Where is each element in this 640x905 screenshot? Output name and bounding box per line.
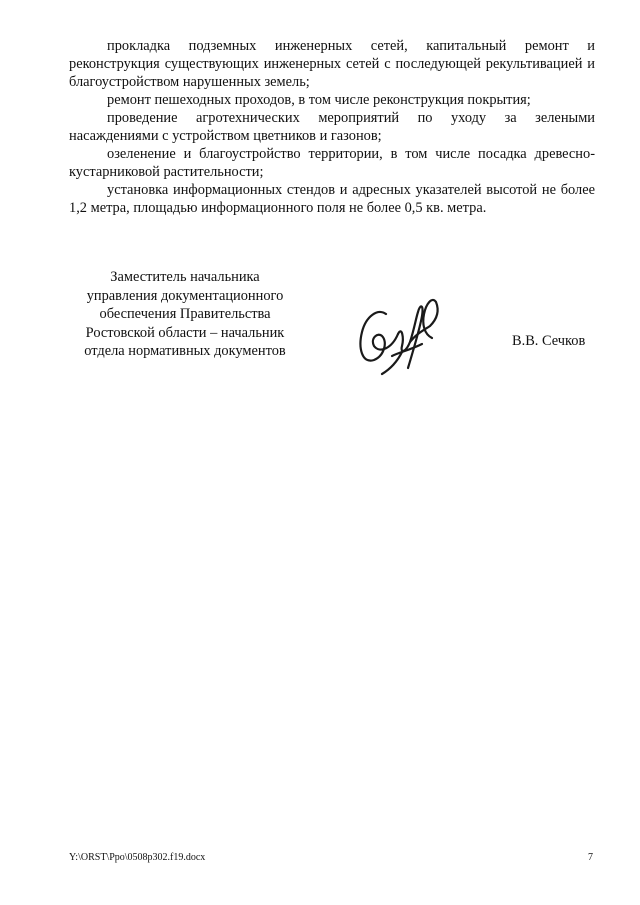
- paragraph-agrotechnical-measures: проведение агротехнических мероприятий по уходу за зелеными насаждениями с устройством цветников и газонов;: [69, 110, 595, 144]
- signatory-name: В.В. Сечков: [512, 333, 586, 349]
- signatory-position-line: управления документационного: [86, 287, 284, 304]
- signatory-position: [66, 268, 304, 361]
- paragraph-landscaping: озеленение и благоустройство территории, в том числе посадка древесно-кустарниковой растительности;: [69, 146, 595, 180]
- handwritten-signature: [352, 290, 444, 380]
- paragraph-information-stands: установка информационных стендов и адресных указателей высотой не более 1,2 метра, площадью информационного поля не более 0,5 кв. метра.: [69, 182, 595, 216]
- signatory-position-line: обеспечения Правительства: [99, 306, 271, 322]
- body-text: [69, 37, 595, 217]
- page-number: 7: [588, 852, 593, 863]
- signatory-position-line: Ростовской области – начальник: [85, 324, 285, 341]
- signatory-position-line: отдела нормативных документов: [84, 343, 286, 359]
- signatory-position-line: Заместитель начальника: [110, 269, 260, 285]
- footer-file-path: Y:\ORST\Ppo\0508p302.f19.docx: [69, 852, 206, 863]
- paragraph-underground-networks: прокладка подземных инженерных сетей, капитальный ремонт и реконструкция существующих инженерных сетей с последующей рекультивацией и благоустройством нарушенных земель;: [69, 38, 595, 90]
- paragraph-pedestrian-passages: ремонт пешеходных проходов, в том числе реконструкция покрытия;: [107, 92, 531, 108]
